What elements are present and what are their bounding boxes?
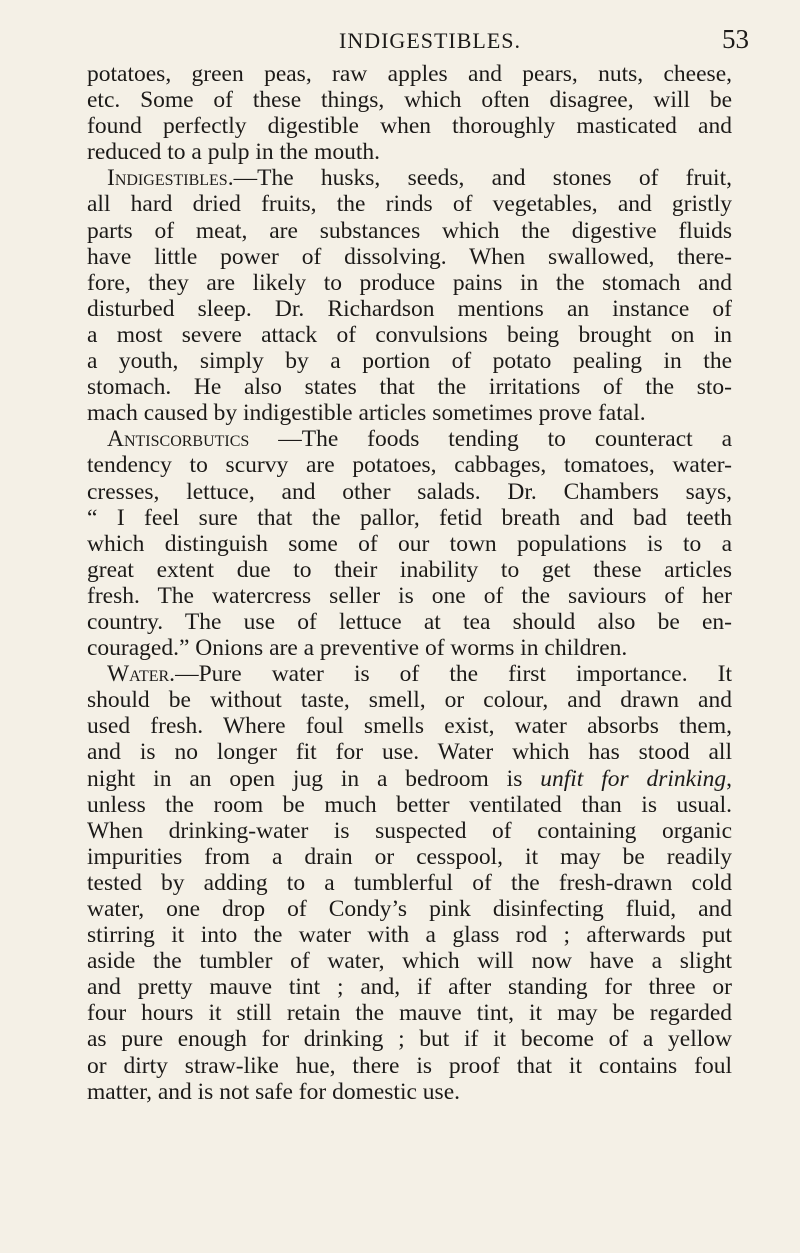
text-line: fore, they are likely to produce pains in the stomach and	[87, 269, 732, 296]
text-line: and is no longer fit for use. Water which has stood all	[87, 739, 732, 766]
text-line: aside the tumbler of water, which will now have a slight	[87, 948, 732, 975]
text-line: all hard dried fruits, the rinds of vegetables, and gristly	[87, 191, 732, 218]
text-line: impurities from a drain or cesspool, it may be readily	[87, 843, 732, 870]
text-line: as pure enough for drinking ; but if it become of a yellow	[87, 1026, 732, 1053]
text-line: used fresh. Where foul smells exist, water absorbs them,	[87, 713, 732, 740]
text-line: cresses, lettuce, and other salads. Dr. Chambers says,	[87, 478, 732, 505]
text-line: mach caused by indigestible articles sometimes prove fatal.	[87, 400, 646, 427]
text-line: stomach. He also states that the irritations of the sto-	[87, 374, 732, 401]
section-start-indigestibles: Indigestibles.—The husks, seeds, and stones of fruit,	[107, 165, 732, 192]
text-line: or dirty straw-like hue, there is proof that it contains foul	[87, 1052, 732, 1079]
text-line: parts of meat, are substances which the digestive fluids	[87, 217, 732, 244]
text-line: found perfectly digestible when thoroughly masticated and	[87, 113, 732, 140]
section-heading: Indigestibles.	[107, 165, 234, 192]
text-line: matter, and is not safe for domestic use.	[87, 1078, 460, 1105]
running-head	[0, 22, 800, 58]
text-line: potatoes, green peas, raw apples and pears, nuts, cheese,	[87, 61, 732, 87]
page-number: 53	[722, 24, 749, 54]
section-start-antiscorbutics: Antiscorbutics —The foods tending to counteract a	[107, 426, 732, 453]
text-line: fresh. The watercress seller is one of the saviours of her	[87, 582, 732, 609]
text-line: have little power of dissolving. When swallowed, there-	[87, 243, 732, 270]
text-line: couraged.” Onions are a preventive of worms in children.	[87, 635, 628, 662]
text-line: four hours it still retain the mauve tint, it may be regarded	[87, 1000, 732, 1027]
text-line: tendency to scurvy are potatoes, cabbages, tomatoes, water-	[87, 452, 732, 479]
text-line: tested by adding to a tumblerful of the fresh-drawn cold	[87, 869, 732, 896]
text-line: “ I feel sure that the pallor, fetid breath and bad teeth	[87, 504, 732, 531]
running-title: INDIGESTIBLES.	[339, 28, 522, 53]
text-line: night in an open jug in a bedroom is unfit for drinking,	[87, 765, 732, 792]
text-line: reduced to a pulp in the mouth.	[87, 139, 381, 166]
text-line: should be without taste, smell, or colour, and drawn and	[87, 687, 732, 714]
text-line: disturbed sleep. Dr. Richardson mentions an instance of	[87, 295, 732, 322]
text-line: unless the room be much better ventilated than is usual.	[87, 791, 732, 818]
body-text	[87, 61, 732, 1105]
text-line: a youth, simply by a portion of potato pealing in the	[87, 348, 732, 375]
section-heading: Water.	[107, 661, 176, 688]
section-heading: Antiscorbutics	[107, 426, 250, 453]
text-line: great extent due to their inability to get these articles	[87, 556, 732, 583]
emphasis-text: unfit for drinking	[540, 765, 727, 792]
text-line: water, one drop of Condy’s pink disinfecting fluid, and	[87, 896, 732, 922]
section-start-water: Water.—Pure water is of the first importance. It	[107, 661, 732, 688]
text-line: When drinking-water is suspected of containing organic	[87, 817, 732, 844]
text-line: country. The use of lettuce at tea should also be en-	[87, 608, 732, 635]
text-line: a most severe attack of convulsions being brought on in	[87, 321, 732, 348]
text-line: etc. Some of these things, which often disagree, will be	[87, 87, 732, 114]
text-line: and pretty mauve tint ; and, if after standing for three or	[87, 974, 732, 1001]
text-line: stirring it into the water with a glass rod ; afterwards put	[87, 922, 732, 949]
text-line: which distinguish some of our town populations is to a	[87, 530, 732, 557]
